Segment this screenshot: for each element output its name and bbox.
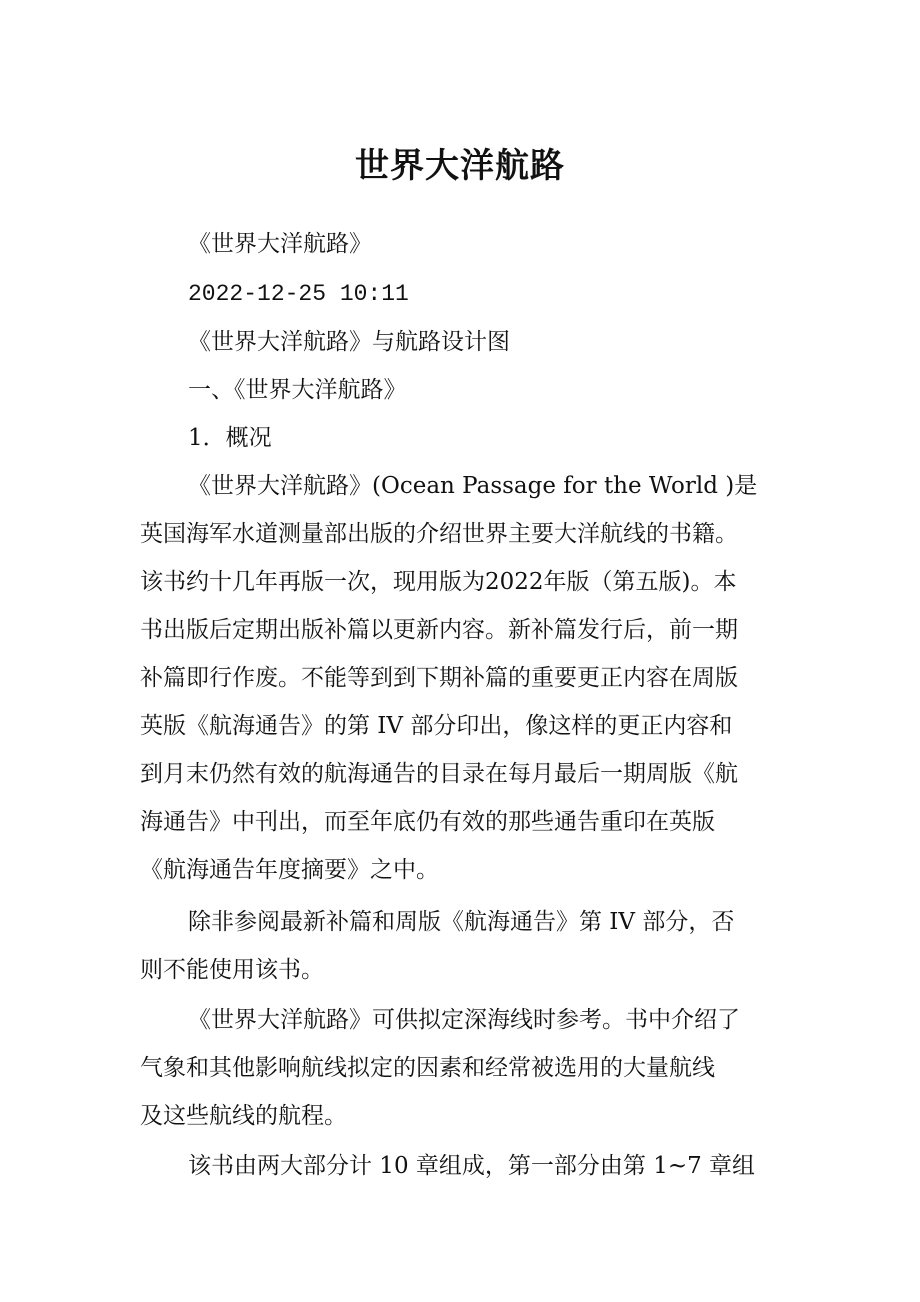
paragraph-line: 《航海通告年度摘要》之中。: [140, 857, 439, 883]
paragraph-line: 及这些航线的航程。: [140, 1103, 347, 1129]
section-heading: 一、《世界大洋航路》: [188, 377, 407, 403]
paragraph-line: 除非参阅最新补篇和周版《航海通告》第 IV 部分，否: [188, 909, 735, 935]
paragraph-line: 《世界大洋航路》可供拟定深海线时参考。书中介绍了: [188, 1007, 740, 1033]
paragraph-line: 则不能使用该书。: [140, 957, 324, 983]
book-reference: 《世界大洋航路》: [188, 231, 372, 257]
paragraph-line: 书出版后定期出版补篇以更新内容。新补篇发行后，前一期: [140, 617, 738, 643]
paragraph-line: 到月末仍然有效的航海通告的目录在每月最后一期周版《航: [140, 761, 738, 787]
paragraph-line: 气象和其他影响航线拟定的因素和经常被选用的大量航线: [140, 1055, 715, 1081]
subsection-heading: 1．概况: [188, 425, 272, 451]
paragraph-line: 该书由两大部分计 10 章组成，第一部分由第 1~7 章组: [188, 1153, 756, 1179]
document-title: 世界大洋航路: [355, 146, 565, 186]
paragraph-line: 补篇即行作废。不能等到到下期补篇的重要更正内容在周版: [140, 665, 738, 691]
paragraph-line: 英版《航海通告》的第 IV 部分印出，像这样的更正内容和: [140, 713, 733, 739]
document-subtitle: 《世界大洋航路》与航路设计图: [188, 329, 510, 355]
paragraph-line: 《世界大洋航路》(Ocean Passage for the World )是: [188, 473, 758, 499]
paragraph-line: 海通告》中刊出，而至年底仍有效的那些通告重印在英版: [140, 809, 715, 835]
publish-datetime: 2022-12-25 10:11: [188, 281, 409, 307]
paragraph-line: 该书约十几年再版一次，现用版为2022年版（第五版)。本: [140, 569, 737, 595]
paragraph-line: 英国海军水道测量部出版的介绍世界主要大洋航线的书籍。: [140, 521, 738, 547]
